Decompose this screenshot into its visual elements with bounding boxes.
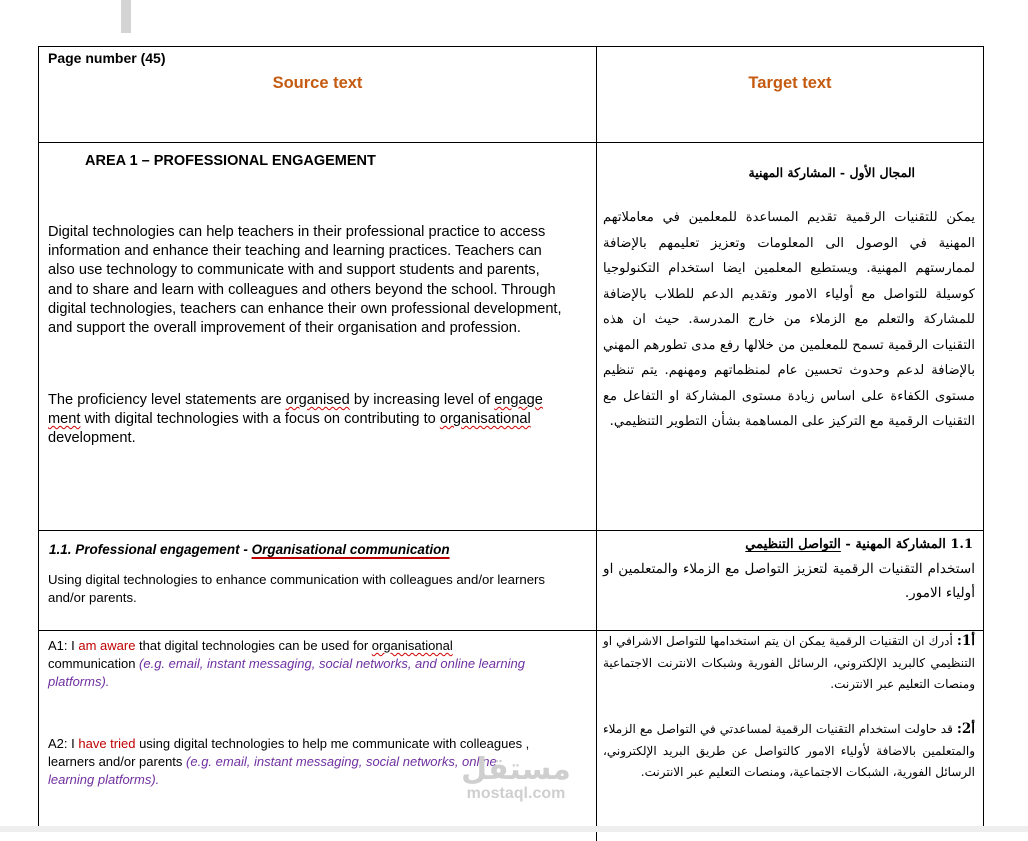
area-paragraph-en: Digital technologies can help teachers in their professional practice to access information and enhance their teaching and learning practices. Teachers can also use technology to communicate with and support students and parents, and to share and learn with colleagues and others beyond the school. Through digital technologies, teachers can enhance their own professional development, and support the overall improvement of their organisation and profession. [48, 224, 562, 337]
level-a1-examples: (e.g. email, instant messaging, social networks, and online learning platforms). [48, 656, 525, 690]
source-text-label: Source text [272, 74, 363, 92]
section-row [39, 531, 983, 631]
translation-table [38, 46, 984, 832]
spell-error-word: engage ment [48, 392, 543, 428]
section-target-cell [597, 531, 983, 630]
top-margin [0, 0, 1028, 46]
section-description-ar: استخدام التقنيات الرقمية لتعزيز التواصل مع الزملاء والمتعلمين او أولياء الامور. [603, 561, 975, 601]
target-header-cell [597, 47, 983, 142]
area-source-cell [39, 143, 597, 530]
level-a1-en: A1: I am aware that digital technologies can be used for organisational communication (e.g. email, instant messaging, social networks, and online learning platforms). [48, 638, 525, 690]
source-header-cell [39, 47, 597, 142]
section-title-underlined: Organisational communication [251, 542, 450, 557]
area-row [39, 143, 983, 531]
bottom-edge [0, 826, 1028, 832]
levels-source-cell [39, 631, 597, 841]
area-target-cell [597, 143, 983, 530]
target-text-label: Target text [748, 74, 832, 92]
area-paragraph-ar: يمكن للتقنيات الرقمية تقديم المساعدة للمعلمين في معاملاتهم المهنية في الوصول الى المعلومات وتعزيز تعليمهم بالإضافة لممارستهم المهنية. ويستطيع المعلمين ايضا استخدام التكنولوجيا كوسيلة للتواصل مع أولياء الامور وتقديم الدعم للطلاب بالإضافة للمشاركة والتعلم مع الزملاء من خارج المدرسة. حيث ان هذه التقنيات الرقمية تسمح للمعلمين من خلالها رفع مدى تطورهم المهني بالإضافة لدعم وحدوث تحسين عام لمنظماتهم ومهنهم. يتم تنظيم مستوى الكفاءة على اساس زيادة مستوى المشاركة او التفاعل مع التقنيات الرقمية مع التركيز على المساهمة بشأن التطوير التنظيمي. [603, 210, 975, 429]
section-source-cell [39, 531, 597, 630]
level-a2-highlight: have tried [78, 736, 136, 751]
watermark-domain: mostaql.com [466, 785, 566, 802]
levels-row [39, 631, 983, 841]
watermark-arabic: مستقل [461, 752, 571, 787]
section-title-ar: 1.1 المشاركة المهنية - التواصل التنظيمي [745, 537, 973, 552]
cursor-mark [121, 0, 131, 33]
header-row [39, 47, 983, 143]
section-title-en: 1.1. Professional engagement - Organisational communication [49, 542, 450, 557]
level-a2-examples: (e.g. email, instant messaging, social networks, online learning platforms). [48, 754, 497, 788]
spell-error-word: organised [285, 392, 350, 408]
section-description-en: Using digital technologies to enhance communication with colleagues and/or learners and/or parents. [48, 572, 546, 605]
area-title-ar: المجال الأول - المشاركة المهنية [748, 165, 915, 180]
level-a1-highlight: am aware [78, 638, 136, 653]
level-a2-en: A2: I have tried using digital technologies to help me communicate with colleagues , learners and/or parents (e.g. email, instant messaging, social networks, online learning platforms). [48, 736, 530, 788]
page-number: Page number (45) [48, 50, 166, 66]
proficiency-paragraph-en: The proficiency level statements are organised by increasing level of engage ment with digital technologies with a focus on contributing to organisational development. [48, 392, 543, 447]
level-a2-ar: أ2: قد حاولت استخدام التقنيات الرقمية لمساعدتي في التواصل مع الزملاء والمتعلمين بالاضافة لأولياء الامور كالتواصل عن طريق البريد الإلكتروني، الرسائل الفورية، الشبكات الاجتماعية، ومنصات التعليم عبر الانترنت. [603, 721, 975, 779]
spell-error-word: organisational [439, 411, 531, 428]
level-a1-ar: أ1: أدرك ان التقنيات الرقمية يمكن ان يتم استخدامها للتواصل الاشرافي او التنظيمي كالبريد الإلكتروني، الرسائل الفورية وشبكات الانترنت الاجتماعية ومنصات التعليم عبر الانترنت. [603, 633, 975, 691]
area-title-en: AREA 1 – PROFESSIONAL ENGAGEMENT [85, 153, 376, 169]
spell-error-word: organisational [371, 638, 453, 653]
levels-target-cell [597, 631, 983, 841]
